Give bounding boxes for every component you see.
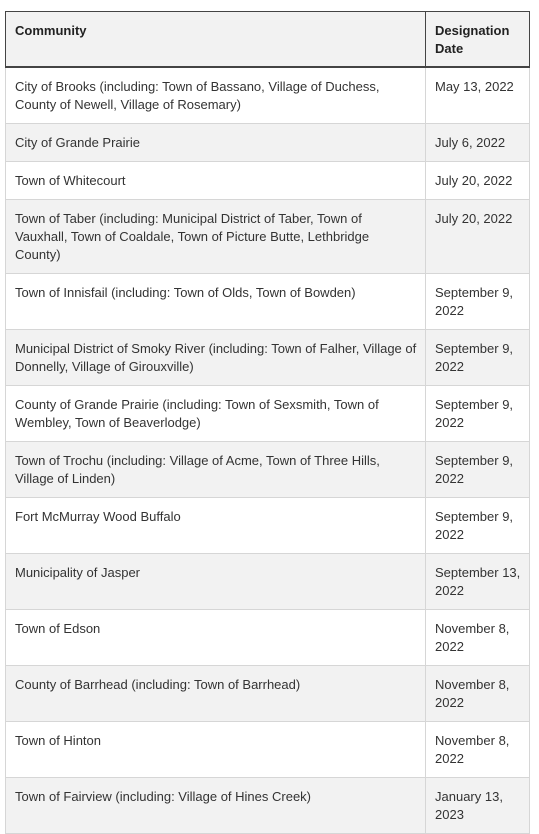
cell-date: September 9, 2022	[426, 442, 530, 498]
cell-community: City of Brooks (including: Town of Bassano, Village of Duchess, County of Newell, Village of Rosemary)	[6, 67, 426, 124]
cell-date: September 9, 2022	[426, 330, 530, 386]
table-header-row	[6, 12, 530, 68]
cell-community: Town of Trochu (including: Village of Acme, Town of Three Hills, Village of Linden)	[6, 442, 426, 498]
designation-table	[5, 11, 530, 834]
table-row	[6, 200, 530, 274]
table-row	[6, 722, 530, 778]
table-row	[6, 498, 530, 554]
cell-date: July 20, 2022	[426, 200, 530, 274]
cell-date: November 8, 2022	[426, 610, 530, 666]
cell-community: Municipal District of Smoky River (including: Town of Falher, Village of Donnelly, Village of Girouxville)	[6, 330, 426, 386]
cell-date: July 20, 2022	[426, 162, 530, 200]
table-row	[6, 778, 530, 834]
table-row	[6, 274, 530, 330]
table-row	[6, 442, 530, 498]
cell-community: Town of Innisfail (including: Town of Olds, Town of Bowden)	[6, 274, 426, 330]
table-row	[6, 666, 530, 722]
table-row	[6, 330, 530, 386]
table-row	[6, 67, 530, 124]
header-community: Community	[6, 12, 426, 68]
cell-community: City of Grande Prairie	[6, 124, 426, 162]
cell-community: Town of Edson	[6, 610, 426, 666]
table-row	[6, 124, 530, 162]
cell-community: Town of Hinton	[6, 722, 426, 778]
cell-date: January 13, 2023	[426, 778, 530, 834]
table-row	[6, 162, 530, 200]
cell-date: September 9, 2022	[426, 274, 530, 330]
cell-community: Town of Fairview (including: Village of Hines Creek)	[6, 778, 426, 834]
cell-date: November 8, 2022	[426, 666, 530, 722]
cell-date: September 9, 2022	[426, 498, 530, 554]
cell-date: May 13, 2022	[426, 67, 530, 124]
cell-community: Fort McMurray Wood Buffalo	[6, 498, 426, 554]
cell-community: County of Barrhead (including: Town of Barrhead)	[6, 666, 426, 722]
cell-community: Town of Taber (including: Municipal District of Taber, Town of Vauxhall, Town of Coaldale, Town of Picture Butte, Lethbridge County)	[6, 200, 426, 274]
table-row	[6, 610, 530, 666]
cell-date: September 9, 2022	[426, 386, 530, 442]
cell-community: County of Grande Prairie (including: Town of Sexsmith, Town of Wembley, Town of Beaverlodge)	[6, 386, 426, 442]
cell-community: Town of Whitecourt	[6, 162, 426, 200]
table-row	[6, 554, 530, 610]
cell-date: September 13, 2022	[426, 554, 530, 610]
header-designation-date: Designation Date	[426, 12, 530, 68]
designation-table-container	[5, 11, 529, 834]
cell-community: Municipality of Jasper	[6, 554, 426, 610]
cell-date: July 6, 2022	[426, 124, 530, 162]
cell-date: November 8, 2022	[426, 722, 530, 778]
table-row	[6, 386, 530, 442]
